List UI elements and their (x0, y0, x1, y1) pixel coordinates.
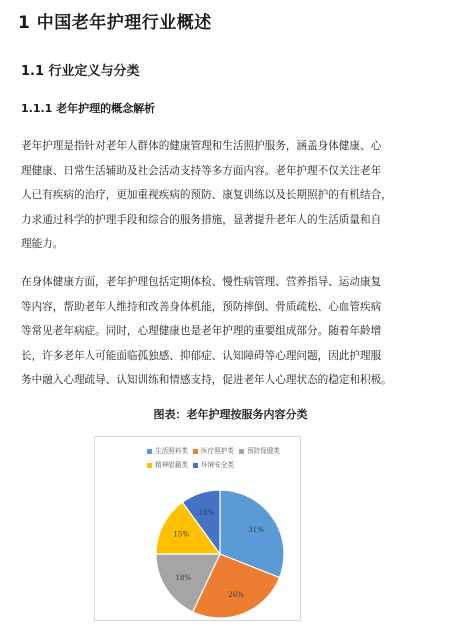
paragraph-concept (21, 134, 443, 257)
legend-swatch (147, 463, 152, 468)
legend-item (193, 445, 234, 455)
pie-plot (155, 489, 285, 619)
legend-label: 预防保健类 (246, 447, 280, 455)
slice-data-label: 18% (175, 573, 192, 582)
slice-data-label: 10% (198, 509, 215, 518)
paragraph-health (21, 270, 443, 393)
legend-item (239, 445, 280, 455)
legend-item (193, 459, 234, 469)
legend-item (147, 459, 188, 469)
slice-data-label: 15% (173, 530, 190, 539)
legend-swatch (193, 449, 198, 454)
paragraph-line: 等常见老年病症。同时，心理健康也是老年护理的重要组成部分。随着年龄增 (21, 325, 382, 338)
paragraph-line: 老年护理是指针对老年人群体的健康管理和生活照护服务，涵盖身体健康、心 (21, 140, 382, 152)
paragraph-line: 等内容，帮助老年人维持和改善身体机能，预防摔倒、骨质疏松、心血管疾病 (21, 300, 382, 313)
paragraph-line: 理健康、日常生活辅助及社会活动支持等多方面内容。老年护理不仅关注老年 (21, 164, 382, 177)
page-title: 1 中国老年护理行业概述 (18, 13, 212, 33)
legend-label: 精神慰藉类 (155, 461, 188, 469)
legend-label: 生活照料类 (155, 447, 188, 455)
legend-swatch (147, 449, 152, 454)
paragraph-line: 长，许多老年人可能面临孤独感、抑郁症、认知障碍等心理问题，因此护理服 (21, 349, 382, 362)
subsection-heading: 1.1.1 老年护理的概念解析 (21, 102, 156, 115)
slice-data-label: 26% (228, 590, 244, 599)
slice-data-label: 31% (248, 526, 264, 535)
legend-label: 医疗照护类 (200, 447, 234, 455)
legend-label: 环境安全类 (200, 461, 234, 469)
figure-caption: 图表：老年护理按服务内容分类 (153, 408, 308, 421)
legend-item (147, 445, 188, 455)
chart-legend (147, 445, 299, 473)
paragraph-line: 人已有疾病的治疗，更加重视疾病的预防、康复训练以及长期照护的有机结合， (21, 189, 392, 202)
legend-swatch (239, 449, 244, 454)
section-heading: 1.1 行业定义与分类 (21, 64, 140, 79)
paragraph-line: 理能力。 (21, 238, 64, 251)
paragraph-line: 在身体健康方面，老年护理包括定期体检、慢性病管理、营养指导、运动康复 (21, 276, 382, 288)
paragraph-line: 力求通过科学的护理手段和综合的服务措施，显著提升老年人的生活质量和自 (21, 213, 382, 226)
paragraph-line: 务中融入心理疏导、认知训练和情感支持，促进老年人心理状态的稳定和积极。 (21, 374, 392, 387)
pie-chart (94, 436, 301, 621)
legend-swatch (193, 463, 198, 468)
